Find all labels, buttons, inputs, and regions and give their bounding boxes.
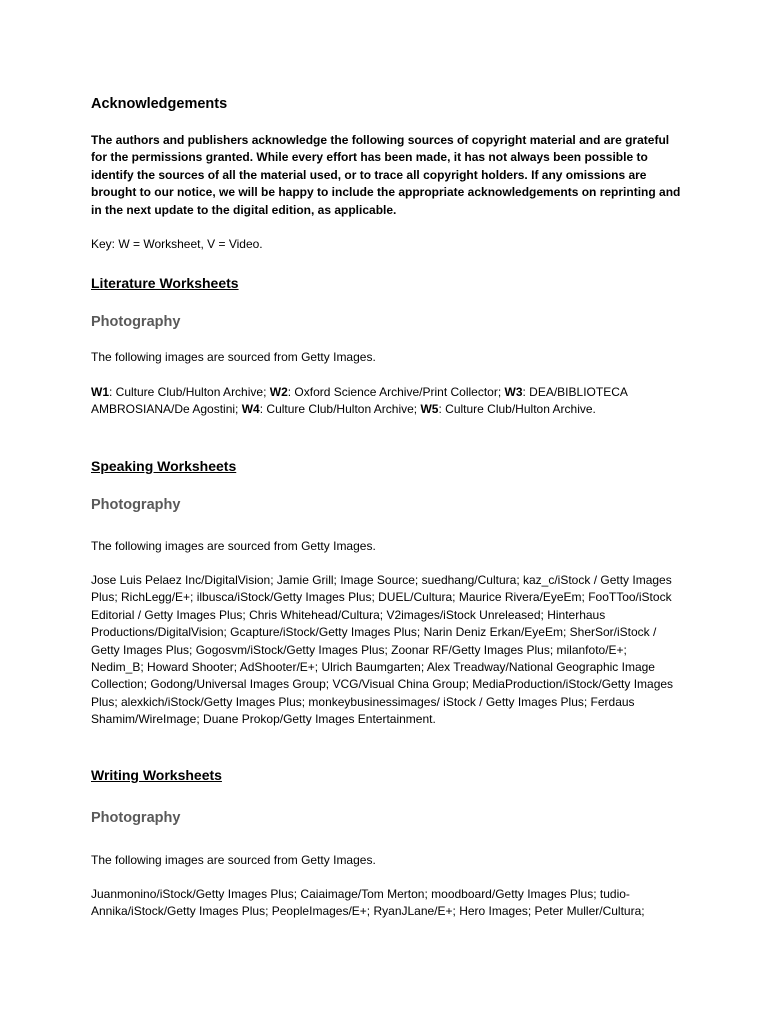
credit-text: : Culture Club/Hulton Archive; [109,385,270,399]
credit-text: : Culture Club/Hulton Archive; [259,402,421,417]
literature-credits [91,384,681,419]
literature-source-line: The following images are sourced from Getty Images. [91,350,376,364]
credit-label: W4 [241,402,260,417]
intro-paragraph: The authors and publishers acknowledge the following sources of copyright material and are grateful for the permissions granted. While every effort has been made, it has not always been possible to identify the sources of all the material used, or to trace all copyright holders. If any omissions are brought to our notice, we will be happy to include the appropriate acknowledgements on reprinting and in the next update to the digital edition, as applicable. [91,133,681,217]
credit-label: W5 [420,402,439,417]
document-page [91,0,681,1024]
credit-text: : DEA/BIBLIOTECA AMBROSIANA/De Agostini; [91,385,628,417]
credit-label: W2 [269,385,288,399]
literature-subheading: Photography [91,314,181,330]
page-title: Acknowledgements [91,96,228,112]
writing-source-line: The following images are sourced from Getty Images. [91,853,376,867]
credit-text: : Culture Club/Hulton Archive. [438,402,596,417]
credit-text: : Oxford Science Archive/Print Collector; [287,385,505,399]
credit-label: W3 [504,385,523,399]
key-line: Key: W = Worksheet, V = Video. [91,237,263,251]
writing-credits: Juanmonino/iStock/Getty Images Plus; Caiaimage/Tom Merton; moodboard/Getty Images Plus; tudio-Annika/iStock/Getty Images Plus; PeopleImages/E+; RyanJLane/E+; Hero Images; Peter Muller/Cultura; [91,887,645,919]
writing-heading: Writing Worksheets [91,767,222,783]
credit-label: W1 [91,385,109,399]
speaking-heading: Speaking Worksheets [91,458,237,474]
literature-heading: Literature Worksheets [91,275,239,291]
writing-subheading: Photography [91,810,181,826]
speaking-credits: Jose Luis Pelaez Inc/DigitalVision; Jamie Grill; Image Source; suedhang/Cultura; kaz_c/iStock / Getty Images Plus; RichLegg/E+; ilbusca/iStock/Getty Images Plus; DUEL/Cultura; Maurice Rivera/EyeEm; FooTToo/iStock Editorial / Getty Images Plus; Chris Whitehead/Cultura; V2images/iStock Unreleased; Hinterhaus Productions/DigitalVision; Gcapture/iStock/Getty Images Plus; Narin Deniz Erkan/EyeEm; SherSor/iStock / Getty Images Plus; Gogosvm/iStock/Getty Images Plus; Zoonar RF/Getty Images Plus; milanfoto/E+; Nedim_B; Howard Shooter; AdShooter/E+; Ulrich Baumgarten; Alex Treadway/National Geographic Image Collection; Godong/Universal Images Group; VCG/Visual China Group; MediaProduction/iStock/Getty Images Plus; alexkich/iStock/Getty Images Plus; monkeybusinessimages/ iStock / Getty Images Plus; Ferdaus Shamim/WireImage; Duane Prokop/Getty Images Entertainment. [91,573,674,727]
speaking-subheading: Photography [91,497,181,513]
speaking-source-line: The following images are sourced from Getty Images. [91,539,376,553]
